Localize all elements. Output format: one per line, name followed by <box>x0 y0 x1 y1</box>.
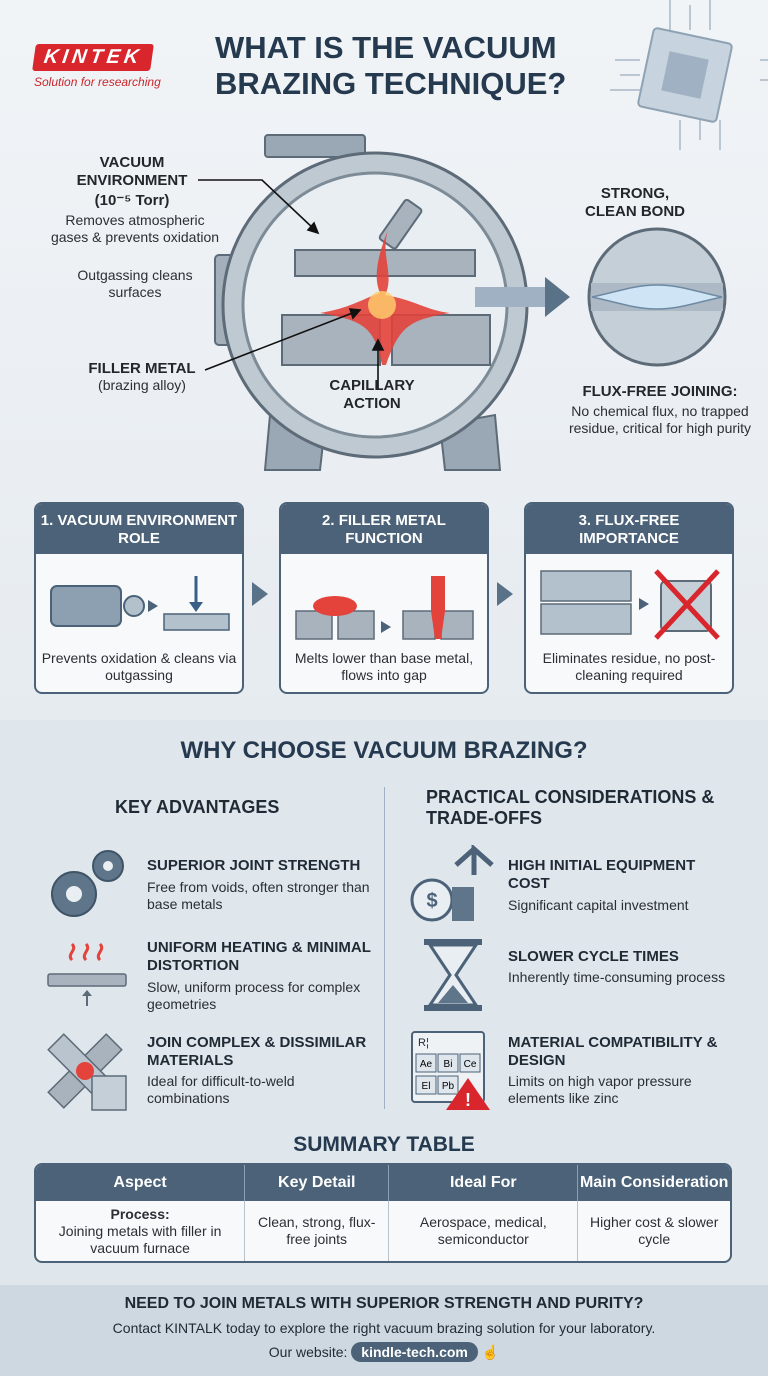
cta-website-row <box>0 1342 768 1362</box>
row-label: Process: <box>110 1205 170 1222</box>
row-aspect: Joining metals with filler in vacuum furnace <box>58 1222 222 1256</box>
cost-icon <box>410 845 496 925</box>
summary-table <box>34 1163 732 1263</box>
advantage-text: Free from voids, often stronger than base metals <box>147 879 370 912</box>
element-cell-label: El <box>421 1081 431 1092</box>
table-header: Ideal For <box>389 1165 578 1201</box>
consideration-title: MATERIAL COMPATIBILITY & DESIGN <box>508 1034 718 1069</box>
website-label: Our website: <box>268 1344 348 1360</box>
logo-text: KINTEK <box>32 44 154 71</box>
svg-text:!: ! <box>465 1090 471 1110</box>
filler-metal-sublabel: (brazing alloy) <box>98 377 186 393</box>
brand-logo[interactable] <box>34 44 161 89</box>
no-flux-icon <box>536 566 726 646</box>
step-text: Prevents oxidation & cleans via outgassing <box>41 650 237 683</box>
svg-text:R¦: R¦ <box>418 1037 429 1049</box>
column-divider <box>384 787 385 1109</box>
element-cell-label: Bi <box>443 1059 453 1070</box>
vacuum-pump-icon <box>46 566 236 646</box>
consideration-text: Significant capital investment <box>508 897 689 913</box>
step-arrow <box>497 582 513 606</box>
bond-magnifier-illustration <box>470 225 730 370</box>
why-title: WHY CHOOSE VACUUM BRAZING? <box>180 737 588 764</box>
consideration-title: SLOWER CYCLE TIMES <box>508 948 679 965</box>
consideration-title: HIGH INITIAL EQUIPMENT COST <box>508 857 696 892</box>
flux-free-description: No chemical flux, no trapped residue, critical for high purity <box>568 403 752 436</box>
element-cell-label: Ce <box>463 1059 477 1070</box>
logo-tagline: Solution for researching <box>34 75 161 89</box>
outgassing-description: Outgassing cleans surfaces <box>77 267 193 300</box>
svg-text:$: $ <box>426 890 438 912</box>
advantages-title: KEY ADVANTAGES <box>115 797 280 817</box>
table-cell-aspect <box>36 1201 245 1261</box>
bond-label: STRONG, CLEAN BOND <box>585 185 685 220</box>
flux-free-label: FLUX-FREE JOINING: <box>582 383 738 400</box>
advantage-title: UNIFORM HEATING & MINIMAL DISTORTION <box>147 939 371 974</box>
table-header: Aspect <box>36 1165 245 1201</box>
table-row <box>36 1201 730 1261</box>
step-title: 3. FLUX-FREE IMPORTANCE <box>526 504 732 554</box>
cta-headline: NEED TO JOIN METALS WITH SUPERIOR STRENGTH AND PURITY? <box>124 1295 644 1312</box>
capillary-action-label: CAPILLARY ACTION <box>329 377 415 412</box>
hourglass-icon <box>420 937 486 1013</box>
advantage-text: Ideal for difficult-to-weld combinations <box>147 1073 295 1106</box>
vacuum-pressure: (10⁻⁵ Torr) <box>94 192 170 209</box>
step-title: 2. FILLER METAL FUNCTION <box>281 504 487 554</box>
cursor-hand-icon: ☝ <box>481 1344 500 1360</box>
step-text: Eliminates residue, no post-cleaning required <box>542 650 716 683</box>
step-text: Melts lower than base metal, flows into gap <box>294 650 474 683</box>
considerations-title: PRACTICAL CONSIDERATIONS & TRADE-OFFS <box>426 787 715 828</box>
filler-metal-label: FILLER METAL <box>88 360 196 377</box>
step-title: 1. VACUUM ENVIRONMENT ROLE <box>36 504 242 554</box>
table-cell: Aerospace, medical, semiconductor <box>389 1201 578 1261</box>
consideration-text: Inherently time-consuming process <box>508 969 726 985</box>
summary-title: SUMMARY TABLE <box>293 1133 475 1156</box>
vacuum-label: VACUUM ENVIRONMENT <box>76 154 188 189</box>
cta-text: Contact KINTALK today to explore the right vacuum brazing solution for your laboratory. <box>112 1320 656 1336</box>
filler-flow-icon <box>291 566 481 646</box>
table-header: Key Detail <box>245 1165 389 1201</box>
joined-bars-icon <box>44 1030 130 1112</box>
page-title: WHAT IS THE VACUUM BRAZING TECHNIQUE? <box>215 30 567 101</box>
step-arrow <box>252 582 268 606</box>
advantage-title: JOIN COMPLEX & DISSIMILAR MATERIALS <box>147 1034 367 1069</box>
vacuum-description: Removes atmospheric gases & prevents oxidation <box>50 212 220 245</box>
advantage-title: SUPERIOR JOINT STRENGTH <box>147 857 361 874</box>
periodic-table-icon <box>410 1030 496 1112</box>
gears-icon <box>44 846 130 926</box>
element-cell-label: Ae <box>419 1059 433 1070</box>
consideration-text: Limits on high vapor pressure elements like zinc <box>508 1073 692 1106</box>
step-card-flux <box>524 502 734 694</box>
heating-plate-icon <box>44 940 130 1010</box>
element-cell-label: Pb <box>441 1081 455 1092</box>
table-cell: Higher cost & slower cycle <box>589 1214 719 1247</box>
step-card-vacuum <box>34 502 244 694</box>
table-cell: Clean, strong, flux-free joints <box>245 1201 389 1261</box>
advantage-text: Slow, uniform process for complex geometries <box>147 979 361 1012</box>
website-link[interactable]: kindle-tech.com <box>351 1342 478 1362</box>
table-header: Main Consideration <box>578 1165 730 1201</box>
step-card-filler <box>279 502 489 694</box>
